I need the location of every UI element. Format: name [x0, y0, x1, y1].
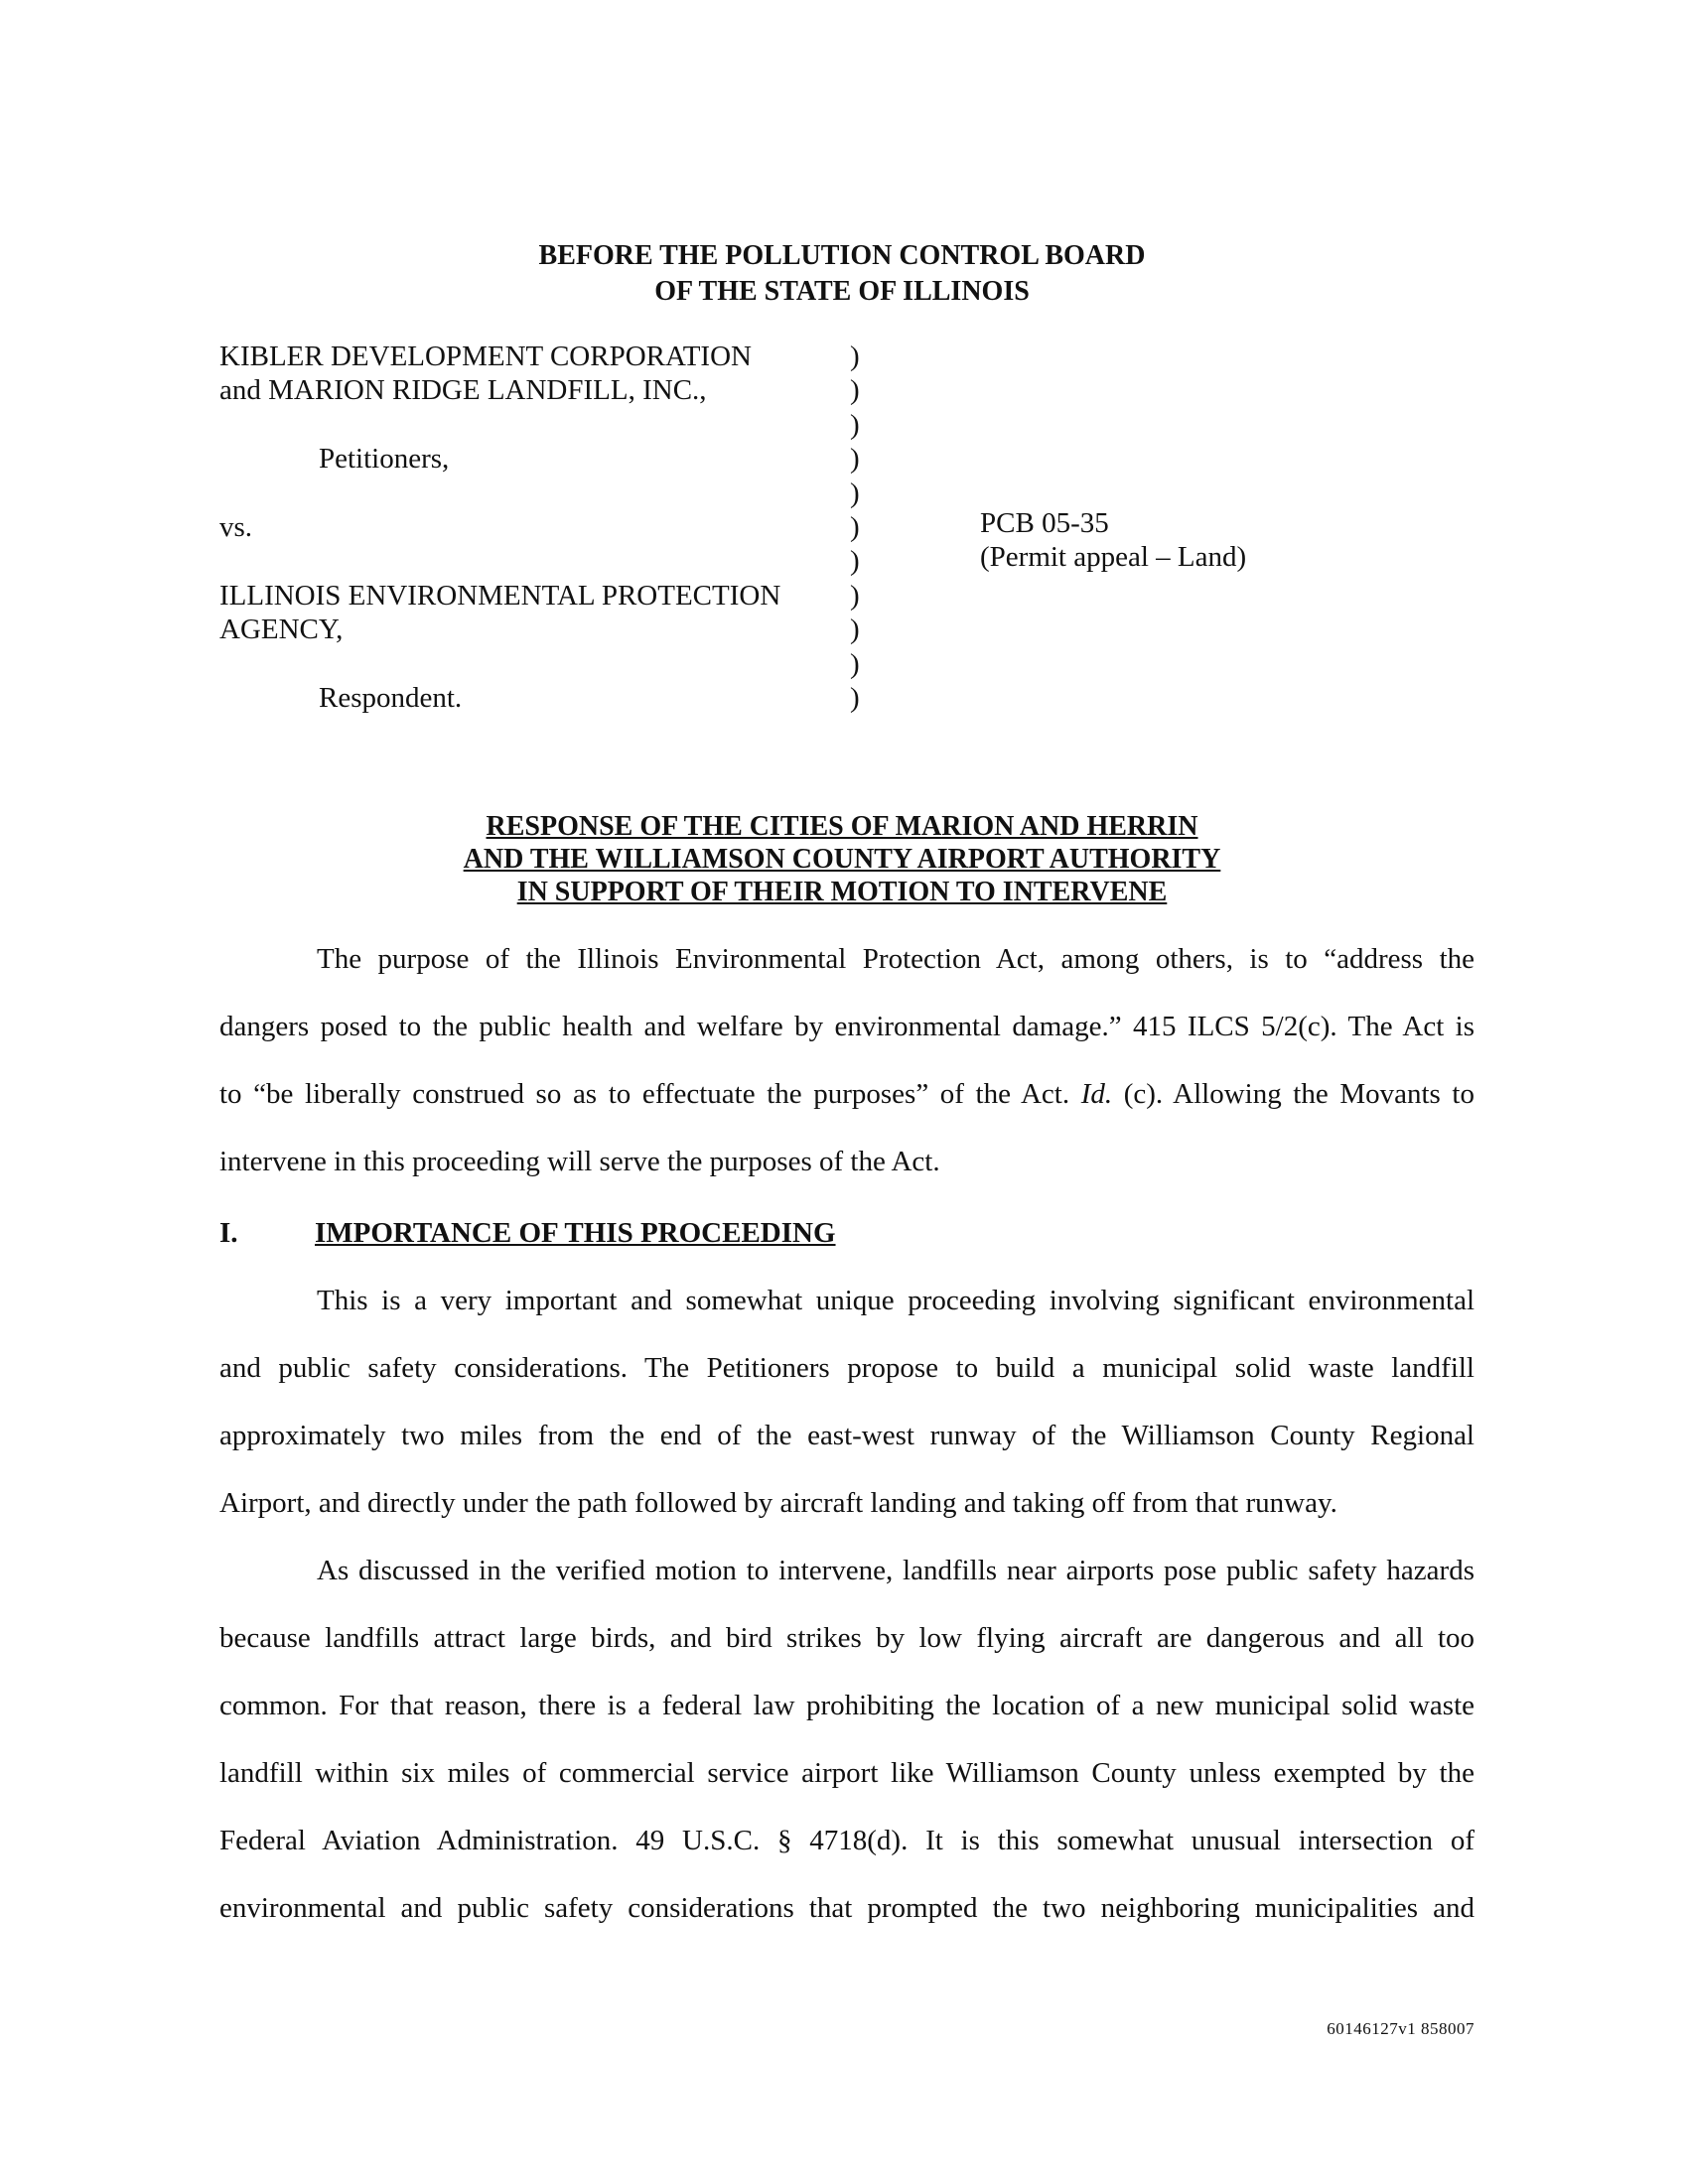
caption-paren: )	[850, 545, 860, 577]
paragraph-line: Airport, and directly under the path followed by aircraft landing and taking off from that runway.	[219, 1487, 1337, 1519]
paragraph-line: landfill within six miles of commercial service airport like Williamson County unless exempted by the	[219, 1757, 1474, 1789]
case-info	[980, 506, 1246, 574]
caption-paren: )	[850, 614, 860, 645]
paragraph-line: because landfills attract large birds, and bird strikes by low flying aircraft are dangerous and all too	[219, 1622, 1474, 1654]
paragraph-line: Federal Aviation Administration. 49 U.S.C. § 4718(d). It is this somewhat unusual intersection of	[219, 1825, 1474, 1856]
paragraph-line: As discussed in the verified motion to intervene, landfills near airports pose public safety hazards	[317, 1555, 1474, 1586]
paragraph-line: dangers posed to the public health and welfare by environmental damage.” 415 ILCS 5/2(c). The Act is	[219, 1011, 1474, 1042]
respondent-label: Respondent.	[319, 682, 463, 714]
response-title-line2: AND THE WILLIAMSON COUNTY AIRPORT AUTHORITY	[463, 844, 1221, 875]
response-title-line1: RESPONSE OF THE CITIES OF MARION AND HERRIN	[486, 811, 1198, 842]
case-type: (Permit appeal – Land)	[980, 541, 1247, 573]
text-run: to “be liberally construed so as to effectuate the purposes” of the Act.	[219, 1078, 1081, 1110]
paragraph-line: This is a very important and somewhat unique proceeding involving significant environmental	[317, 1285, 1474, 1316]
board-heading-line1: BEFORE THE POLLUTION CONTROL BOARD	[538, 240, 1146, 271]
caption-paren: )	[850, 580, 860, 612]
caption-paren: )	[850, 341, 860, 372]
caption-paren: )	[850, 648, 860, 680]
response-title-line3: IN SUPPORT OF THEIR MOTION TO INTERVENE	[516, 877, 1168, 907]
caption-paren: )	[850, 478, 860, 509]
petitioners-label: Petitioners,	[319, 443, 450, 475]
caption-paren: )	[850, 682, 860, 714]
paragraph-line: environmental and public safety considerations that prompted the two neighboring municipalities and	[219, 1892, 1474, 1924]
petitioner-name-line2: and MARION RIDGE LANDFILL, INC.,	[219, 374, 707, 406]
respondent-name-line1: ILLINOIS ENVIRONMENTAL PROTECTION	[219, 580, 781, 612]
section-title: IMPORTANCE OF THIS PROCEEDING	[315, 1217, 836, 1249]
versus-label: vs.	[219, 511, 253, 543]
text-run: (c). Allowing the Movants to	[1112, 1078, 1474, 1110]
petitioner-name-line1: KIBLER DEVELOPMENT CORPORATION	[219, 341, 752, 372]
board-heading-line2: OF THE STATE OF ILLINOIS	[654, 276, 1030, 307]
case-number: PCB 05-35	[980, 507, 1109, 539]
document-id: 60146127v1 858007	[1327, 2019, 1474, 2038]
paragraph-line: and public safety considerations. The Petitioners propose to build a municipal solid waste landfill	[219, 1352, 1474, 1384]
paragraph-line: The purpose of the Illinois Environmental Protection Act, among others, is to “address the	[317, 943, 1474, 975]
caption-paren: )	[850, 443, 860, 475]
caption-paren: )	[850, 409, 860, 441]
section-number: I.	[219, 1217, 238, 1249]
caption-paren: )	[850, 511, 860, 543]
respondent-name-line2: AGENCY,	[219, 614, 344, 645]
paragraph-line: approximately two miles from the end of the east-west runway of the Williamson County Regional	[219, 1420, 1474, 1451]
paragraph-line: intervene in this proceeding will serve the purposes of the Act.	[219, 1146, 940, 1177]
citation-id: Id.	[1080, 1078, 1113, 1110]
paragraph-line	[219, 1078, 1474, 1111]
paragraph-line: common. For that reason, there is a federal law prohibiting the location of a new municipal solid waste	[219, 1690, 1474, 1721]
caption-paren: )	[850, 374, 860, 406]
